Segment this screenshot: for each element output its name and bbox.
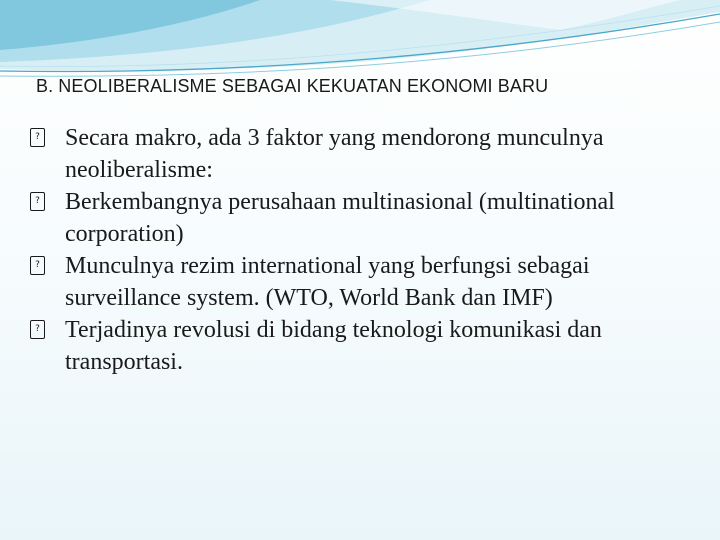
bullet-text: Secara makro, ada 3 faktor yang mendorong munculnya neoliberalisme:	[65, 125, 604, 183]
bullet-item	[30, 250, 680, 314]
bullet-text: Berkembangnya perusahaan multinasional (multinational corporation)	[65, 189, 615, 247]
bullet-text: Terjadinya revolusi di bidang teknologi komunikasi dan transportasi.	[65, 317, 602, 375]
bullet-marker-icon: ?	[30, 128, 45, 147]
bullet-list	[30, 122, 680, 378]
slide-title: B. NEOLIBERALISME SEBAGAI KEKUATAN EKONOMI BARU	[36, 76, 549, 96]
bullet-item	[30, 186, 680, 250]
bullet-marker-icon: ?	[30, 256, 45, 275]
bullet-marker-icon: ?	[30, 320, 45, 339]
bullet-marker-icon: ?	[30, 192, 45, 211]
bullet-item	[30, 314, 680, 378]
bullet-text: Munculnya rezim international yang berfungsi sebagai surveillance system. (WTO, World Bank dan IMF)	[65, 253, 590, 311]
bullet-item	[30, 122, 680, 186]
